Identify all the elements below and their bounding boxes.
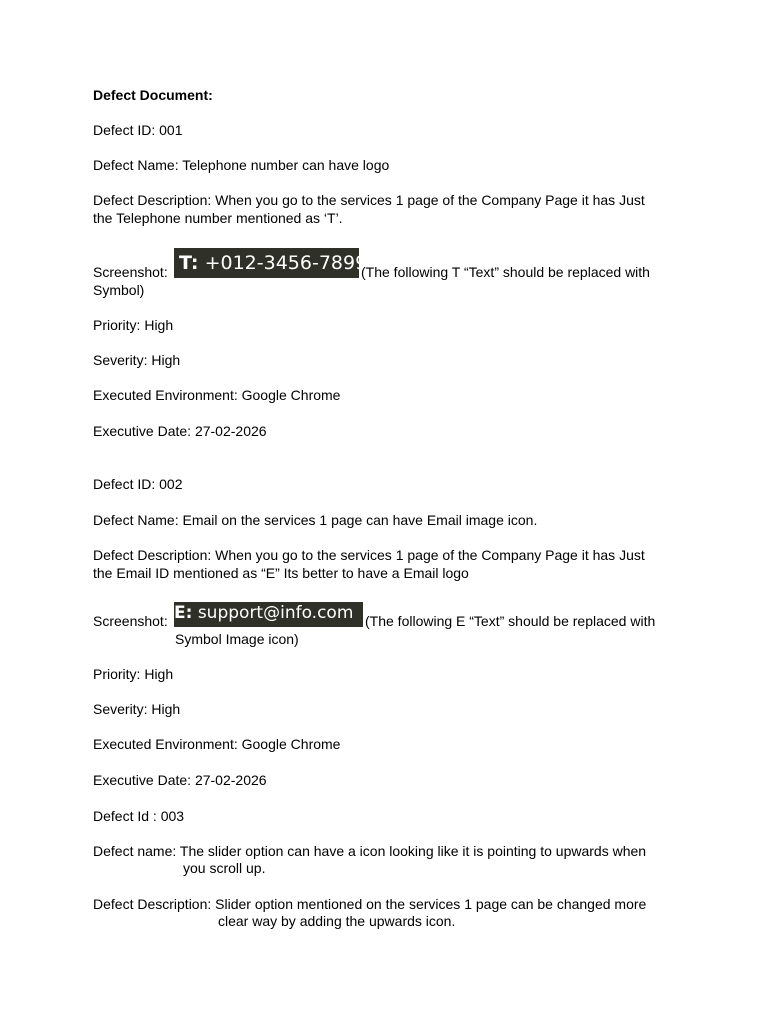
defect-3-description-line-1: Defect Description: Slider option mentioned on the services 1 page can be changed more bbox=[93, 896, 647, 912]
screenshot-prefix: T: bbox=[179, 252, 199, 274]
defect-2-screenshot-image bbox=[174, 602, 363, 627]
defect-2-id: Defect ID: 002 bbox=[93, 476, 183, 492]
defect-1-screenshot-label: Screenshot: bbox=[93, 264, 168, 280]
defect-1-severity: Severity: High bbox=[93, 352, 181, 368]
defect-1-id: Defect ID: 001 bbox=[93, 122, 183, 138]
defect-2-environment: Executed Environment: Google Chrome bbox=[93, 736, 341, 752]
defect-1-environment: Executed Environment: Google Chrome bbox=[93, 387, 341, 403]
defect-2-description-line-2: the Email ID mentioned as “E” Its better to have a Email logo bbox=[93, 565, 469, 581]
defect-2-priority: Priority: High bbox=[93, 666, 174, 682]
defect-2-name: Defect Name: Email on the services 1 page can have Email image icon. bbox=[93, 512, 538, 528]
defect-3-name-line-2: you scroll up. bbox=[183, 860, 266, 876]
defect-3-id: Defect Id : 003 bbox=[93, 808, 185, 824]
defect-2-screenshot-label: Screenshot: bbox=[93, 613, 168, 629]
screenshot-prefix: E: bbox=[174, 603, 193, 623]
defect-1-screenshot-image bbox=[174, 248, 368, 278]
defect-3-description-line-2: clear way by adding the upwards icon. bbox=[218, 913, 456, 929]
document-title: Defect Document: bbox=[93, 87, 213, 103]
defect-1-priority: Priority: High bbox=[93, 317, 174, 333]
defect-1-description-line-1: Defect Description: When you go to the services 1 page of the Company Page it has Just bbox=[93, 192, 645, 208]
defect-3-name-line-1: Defect name: The slider option can have a icon looking like it is pointing to upwards when bbox=[93, 843, 647, 859]
defect-2-description-line-1: Defect Description: When you go to the services 1 page of the Company Page it has Just bbox=[93, 547, 645, 563]
defect-1-screenshot-note-line-2: Symbol) bbox=[93, 282, 145, 298]
defect-1-screenshot-note-line-1: (The following T “Text” should be replaced with bbox=[361, 264, 650, 280]
screenshot-text: support@info.com bbox=[197, 603, 354, 623]
defect-1-description-line-2: the Telephone number mentioned as ‘T’. bbox=[93, 210, 343, 226]
defect-1-date: Executive Date: 27-02-2026 bbox=[93, 423, 267, 439]
defect-2-severity: Severity: High bbox=[93, 701, 181, 717]
screenshot-text: +012-3456-7899 bbox=[204, 252, 368, 274]
defect-2-screenshot-note-line-1: (The following E “Text” should be replaced with bbox=[365, 613, 656, 629]
defect-1-name: Defect Name: Telephone number can have logo bbox=[93, 157, 390, 173]
defect-2-screenshot-note-line-2: Symbol Image icon) bbox=[175, 631, 299, 647]
defect-2-date: Executive Date: 27-02-2026 bbox=[93, 772, 267, 788]
